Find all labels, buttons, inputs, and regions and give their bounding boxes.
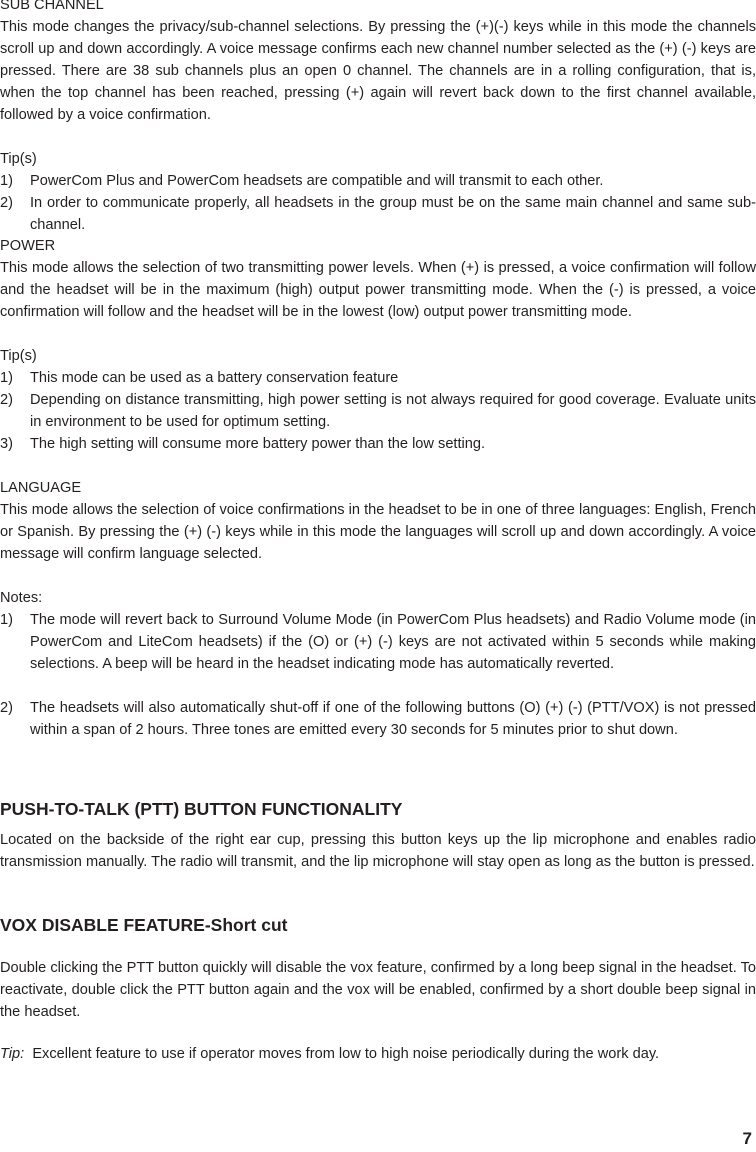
list-item: 3) The high setting will consume more battery power than the low setting. <box>0 436 486 452</box>
page-number: 7 <box>742 1129 752 1148</box>
list-item: 1) This mode can be used as a battery conservation feature <box>0 370 399 386</box>
sub-channel-section <box>0 0 756 236</box>
sub-channel-tips-list <box>0 170 756 236</box>
sub-channel-heading: SUB CHANNEL <box>0 0 104 13</box>
power-body: This mode allows the selection of two transmitting power levels. When (+) is pressed, a voice confirmation will follow and the headset will be in the maximum (high) output power transmitting mode. When the (-) is pressed, a voice confirmation will follow and the headset will be in the lowest (low) output power transmitting mode. <box>0 260 756 320</box>
list-item: 1) PowerCom Plus and PowerCom headsets are compatible and will transmit to each other. <box>0 173 604 189</box>
vox-tip <box>0 1043 756 1065</box>
power-tips-label: Tip(s) <box>0 348 37 364</box>
language-notes-label: Notes: <box>0 590 43 606</box>
list-item: 2) In order to communicate properly, all headsets in the group must be on the same main channel and same sub-channel. <box>0 195 756 233</box>
sub-channel-body: This mode changes the privacy/sub-channel selections. By pressing the (+)(-) keys while in this mode the channels scroll up and down accordingly. A voice message confirms each new channel number selected as the (+) (-) keys are pressed. There are 38 sub channels plus an open 0 channel. The channels are in a rolling configuration, that is, when the top channel has been reached, pressing (+) again will revert back down to the first channel available, followed by a voice confirmation. <box>0 19 756 123</box>
power-tips-list <box>0 367 756 455</box>
vox-body: Double clicking the PTT button quickly will disable the vox feature, confirmed by a long beep signal in the headset. To reactivate, double click the PTT button again and the vox will be enabled, confirmed by a short double beep signal in the headset. <box>0 960 756 1020</box>
language-notes-list <box>0 609 756 741</box>
sub-channel-tips-label: Tip(s) <box>0 151 37 167</box>
vox-heading <box>0 913 756 937</box>
power-heading: POWER <box>0 238 56 254</box>
vox-heading-main: VOX DISABLE FEATURE <box>0 915 205 935</box>
vox-tip-text: Excellent feature to use if operator moves from low to high noise periodically during the work day. <box>32 1046 660 1062</box>
list-item: 2) Depending on distance transmitting, high power setting is not always required for good coverage. Evaluate units in environment to be used for optimum setting. <box>0 392 756 430</box>
ptt-heading: PUSH-TO-TALK (PTT) BUTTON FUNCTIONALITY <box>0 799 403 819</box>
language-heading: LANGUAGE <box>0 480 82 496</box>
ptt-section <box>0 797 756 873</box>
list-item: 2) The headsets will also automatically shut-off if one of the following buttons (O) (+) (-) (PTT/VOX) is not pressed within a span of 2 hours. Three tones are emitted every 30 seconds for 5 minutes prior to shut down. <box>0 700 756 738</box>
ptt-body: Located on the backside of the right ear cup, pressing this button keys up the lip microphone and enables radio transmission manually. The radio will transmit, and the lip microphone will stay open as long as the button is pressed. <box>0 832 756 870</box>
power-section <box>0 235 756 455</box>
vox-heading-suffix: -Short cut <box>204 915 288 935</box>
language-section <box>0 477 756 741</box>
vox-section <box>0 913 756 1065</box>
language-body: This mode allows the selection of voice confirmations in the headset to be in one of three languages: English, French or Spanish. By pressing the (+) (-) keys while in this mode the languages will scroll up and down accordingly. A voice message will confirm language selected. <box>0 502 756 562</box>
vox-tip-label: Tip: <box>0 1046 25 1062</box>
list-item: 1) The mode will revert back to Surround Volume Mode (in PowerCom Plus headsets) and Radio Volume mode (in PowerCom and LiteCom headsets) if the (O) or (+) (-) keys are not activated within 5 seconds while making selections. A beep will be heard in the headset indicating mode has automatically reverted. <box>0 612 756 672</box>
